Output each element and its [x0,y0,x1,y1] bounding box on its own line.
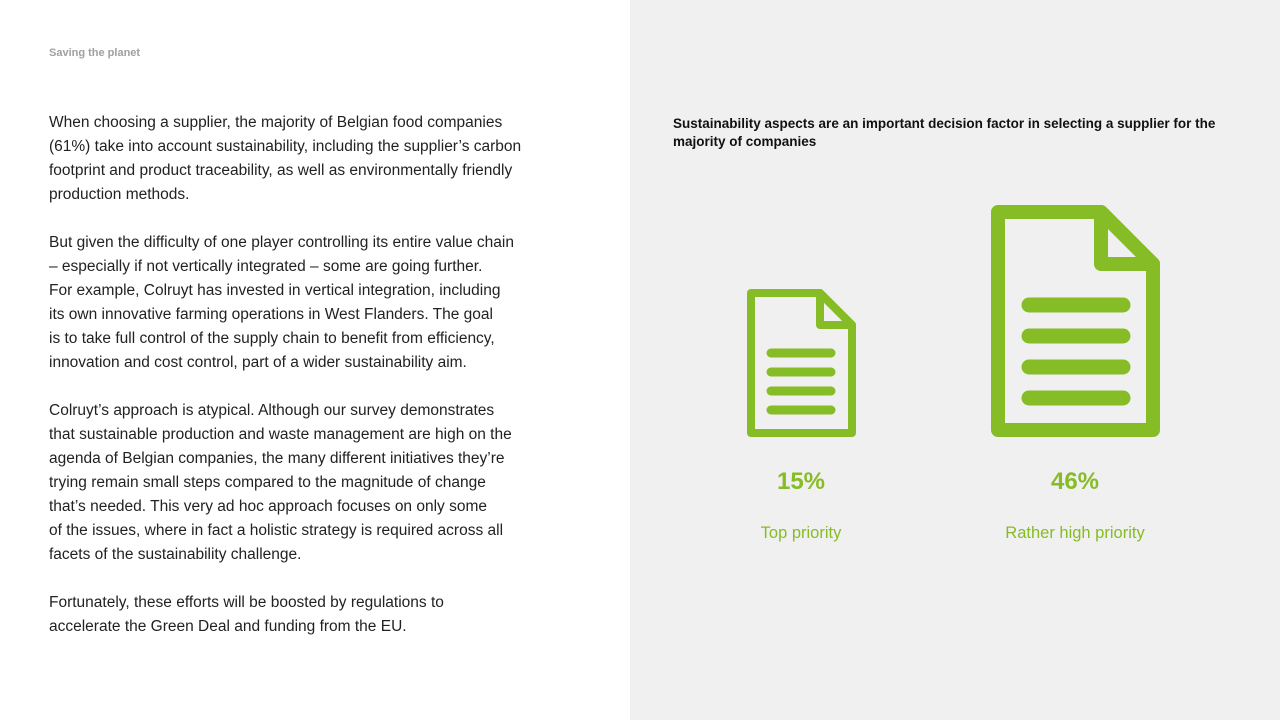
paragraph-1: When choosing a supplier, the majority of Belgian food companies (61%) take into account sustainability, including the supplier’s carbon footprint and product traceability, as well as environmentally friendly production methods. [49,114,522,203]
infographic-heading: Sustainability aspects are an important decision factor in selecting a supplier for the majority of companies [673,116,1216,149]
text-column [0,0,630,720]
paragraph-2: But given the difficulty of one player controlling its entire value chain – especially if not vertically integrated – some are going further. For example, Colruyt has invested in vertical integration, including its own innovative farming operations in West Flanders. The goal is to take full control of the supply chain to benefit from efficiency, innovation and cost control, part of a wider sustainability aim. [49,234,514,371]
paragraph-3: Colruyt’s approach is atypical. Although our survey demonstrates that sustainable production and waste management are high on the agenda of Belgian companies, the many different initiatives they’re trying remain small steps compared to the magnitude of change that’s needed. This very ad hoc approach focuses on only some of the issues, where in fact a holistic strategy is required across all facets of the sustainability challenge. [49,402,512,563]
article-body [49,111,539,663]
stat-value-top-priority: 15% [776,468,826,495]
section-label: Saving the planet [49,47,141,59]
stat-label-top-priority: Top priority [760,524,842,542]
stat-value-rather-high-priority: 46% [1050,468,1100,495]
document-icon [991,205,1161,437]
infographic-panel [630,0,1280,720]
stat-label-rather-high-priority: Rather high priority [1005,524,1145,542]
paragraph-4: Fortunately, these efforts will be boosted by regulations to accelerate the Green Deal and funding from the EU. [49,594,444,635]
document-icon [747,289,856,437]
